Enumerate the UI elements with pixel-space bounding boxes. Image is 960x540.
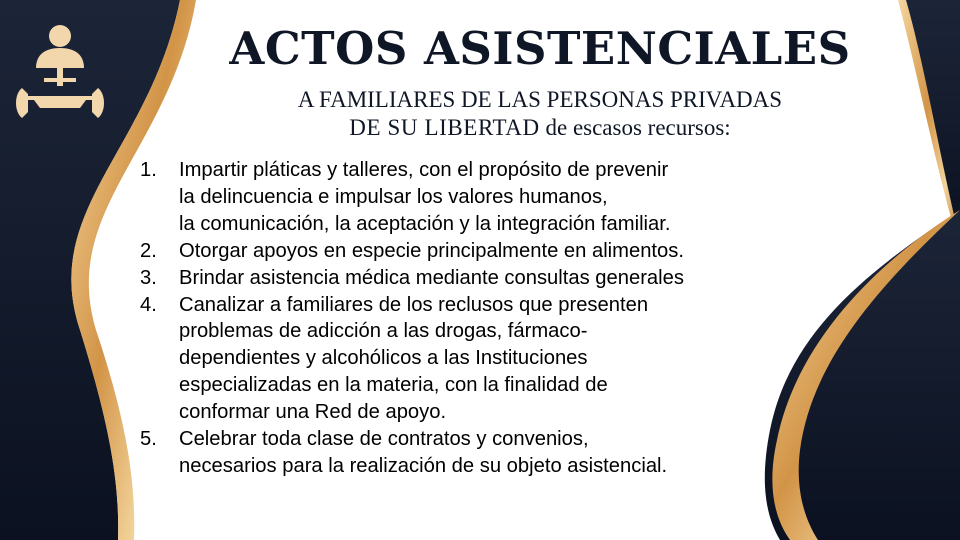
list-item-line: Brindar asistencia médica mediante consultas generales [179, 266, 684, 289]
list-item-4 [140, 292, 790, 427]
list-item-line: problemas de adicción a las drogas, fármaco- [179, 320, 588, 343]
subtitle-line-2 [200, 114, 880, 142]
list-item-line: necesarios para la realización de su objeto asistencial. [179, 454, 668, 477]
list-number: 1. [140, 159, 157, 181]
slide-subtitle [200, 86, 880, 142]
subtitle-line-2-caps: DE SU LIBERTAD [349, 115, 540, 140]
list-item-3 [140, 265, 790, 292]
list-item-line: dependientes y alcohólicos a las Instituciones [179, 347, 588, 370]
list-number: 5. [140, 428, 157, 451]
list-item-line: Canalizar a familiares de los reclusos que presenten [179, 293, 649, 316]
list-item-line: Otorgar apoyos en especie principalmente en alimentos. [179, 239, 684, 262]
numbered-list [140, 157, 790, 480]
list-item-line: Celebrar toda clase de contratos y convenios, [179, 428, 589, 451]
list-item-line: especializadas en la materia, con la finalidad de [179, 374, 608, 397]
list-item-line: conformar una Red de apoyo. [179, 401, 447, 424]
subtitle-line-2-rest: de escasos recursos: [539, 115, 731, 140]
list-item-2 [140, 238, 790, 265]
list-item-line: Impartir pláticas y talleres, con el propósito de prevenir [179, 159, 669, 181]
list-number: 4. [140, 293, 157, 316]
person-wrench-icon [10, 24, 110, 124]
list-item-line: la delincuencia e impulsar los valores humanos, [179, 185, 608, 208]
list-item-1 [140, 157, 790, 238]
slide-title: ACTOS ASISTENCIALES [229, 22, 851, 75]
list-item-line: la comunicación, la aceptación y la integración familiar. [179, 212, 671, 235]
subtitle-line-1: A FAMILIARES DE LAS PERSONAS PRIVADAS [297, 87, 783, 112]
list-number: 3. [140, 266, 157, 289]
list-number: 2. [140, 239, 157, 262]
list-item-5 [140, 426, 790, 480]
